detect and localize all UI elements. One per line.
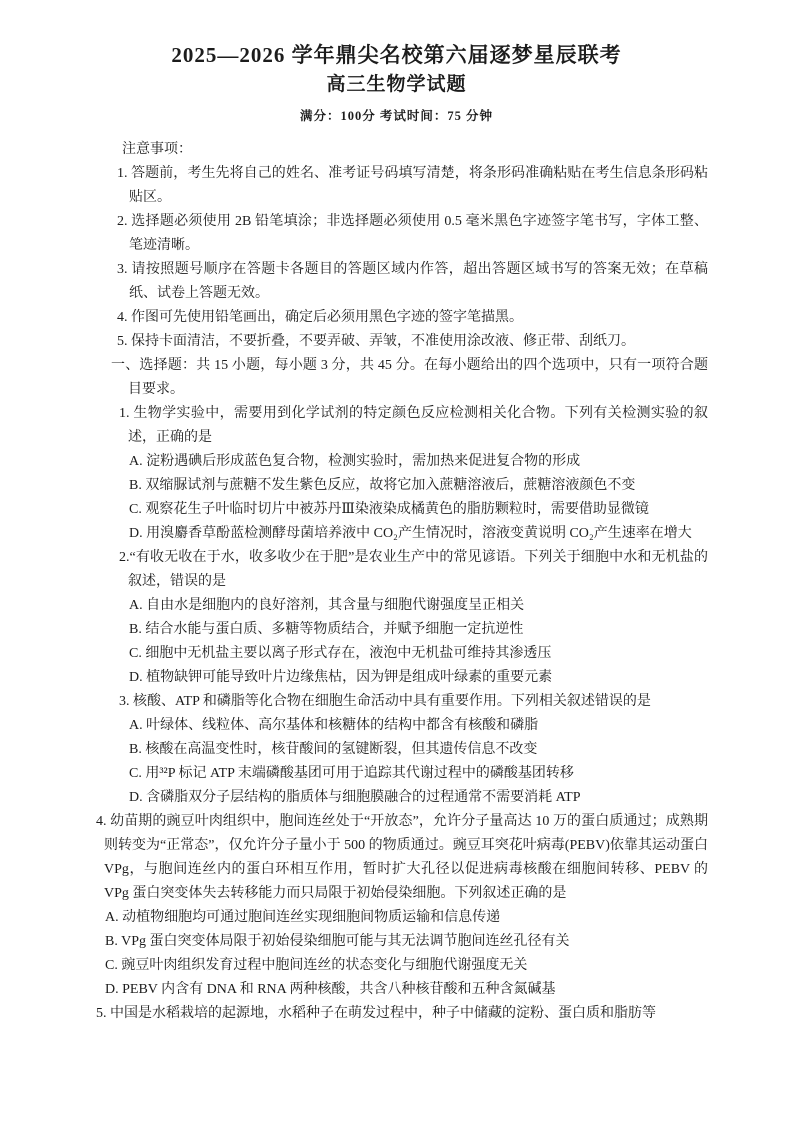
question-1-option-c: C. 观察花生子叶临时切片中被苏丹Ⅲ染液染成橘黄色的脂肪颗粒时，需要借助显微镜 (129, 502, 649, 517)
question-3-option-b: B. 核酸在高温变性时，核苷酸间的氢键断裂，但其遗传信息不改变 (129, 742, 538, 757)
question-1-stem: 1. 生物学实验中，需要用到化学试剂的特定颜色反应检测相关化合物。下列有关检测实验的叙述，正确的是 (119, 406, 708, 445)
question-2-option-c: C. 细胞中无机盐主要以离子形式存在，液泡中无机盐可维持其渗透压 (129, 646, 552, 661)
question-2-stem: 2.“有收无收在于水，收多收少在于肥”是农业生产中的常见谚语。下列关于细胞中水和无机盐的叙述，错误的是 (119, 550, 708, 589)
question-3-option-d: D. 含磷脂双分子层结构的脂质体与细胞膜融合的过程通常不需要消耗 ATP (129, 790, 581, 805)
exam-header (0, 0, 793, 124)
question-1 (119, 402, 708, 546)
notice-heading: 注意事项： (122, 142, 192, 157)
question-4-stem: 4. 幼苗期的豌豆叶肉组织中，胞间连丝处于“开放态”，允许分子量高达 10 万的蛋白质通过；成熟期则转变为“正常态”，仅允许分子量小于 500 的物质通过。豌豆耳突花叶病毒(PEBV)依靠其运动蛋白 VPg，与胞间连丝内的蛋白环相互作用，暂时扩大孔径以促进病毒核酸在细胞间转移、PEBV 的 VPg 蛋白突变体失去转移能力而只局限于初始侵染细胞。下列叙述正确的是 (96, 814, 708, 901)
question-5-stem: 5. 中国是水稻栽培的起源地，水稻种子在萌发过程中，种子中储藏的淀粉、蛋白质和脂肪等 (96, 1006, 656, 1021)
question-4-option-d: D. PEBV 内含有 DNA 和 RNA 两种核酸，共含八种核苷酸和五种含氮碱基 (105, 982, 556, 997)
notice-item-5: 5. 保持卡面清洁，不要折叠，不要弄破、弄皱，不准使用涂改液、修正带、刮纸刀。 (117, 334, 635, 349)
question-3 (119, 690, 708, 810)
question-5 (96, 1002, 708, 1026)
question-4-option-b: B. VPg 蛋白突变体局限于初始侵染细胞可能与其无法调节胞间连丝孔径有关 (105, 934, 570, 949)
exam-title: 2025—2026 学年鼎尖名校第六届逐梦星辰联考 (171, 43, 622, 67)
question-3-option-c: C. 用³²P 标记 ATP 末端磷酸基团可用于追踪其代谢过程中的磷酸基团转移 (129, 766, 574, 781)
question-2-option-b: B. 结合水能与蛋白质、多糖等物质结合，并赋予细胞一定抗逆性 (129, 622, 524, 637)
question-4-option-a: A. 动植物细胞均可通过胞间连丝实现细胞间物质运输和信息传递 (105, 910, 501, 925)
question-1-option-a: A. 淀粉遇碘后形成蓝色复合物，检测实验时，需加热来促进复合物的形成 (129, 454, 581, 469)
exam-subtitle: 高三生物学试题 (326, 74, 467, 95)
notice-item-1: 1. 答题前，考生先将自己的姓名、准考证号码填写清楚，将条形码准确粘贴在考生信息条形码粘贴区。 (117, 166, 708, 205)
question-1-option-d: D. 用溴麝香草酚蓝检测酵母菌培养液中 CO₂产生情况时，溶液变黄说明 CO₂产生速率在增大 (129, 526, 692, 541)
question-3-stem: 3. 核酸、ATP 和磷脂等化合物在细胞生命活动中具有重要作用。下列相关叙述错误的是 (119, 694, 651, 709)
question-1-option-b: B. 双缩脲试剂与蔗糖不发生紫色反应，故将它加入蔗糖溶液后，蔗糖溶液颜色不变 (129, 478, 636, 493)
notice-item-4: 4. 作图可先使用铅笔画出，确定后必须用黑色字迹的签字笔描黑。 (117, 310, 523, 325)
question-4-option-c: C. 豌豆叶肉组织发育过程中胞间连丝的状态变化与细胞代谢强度无关 (105, 958, 528, 973)
question-2-option-d: D. 植物缺钾可能导致叶片边缘焦枯，因为钾是组成叶绿素的重要元素 (129, 670, 553, 685)
question-2 (119, 546, 708, 690)
section-heading-choice: 一、选择题：共 15 小题，每小题 3 分，共 45 分。在每小题给出的四个选项中，只有一项符合题目要求。 (111, 358, 708, 397)
question-3-option-a: A. 叶绿体、线粒体、高尔基体和核糖体的结构中都含有核酸和磷脂 (129, 718, 539, 733)
question-2-option-a: A. 自由水是细胞内的良好溶剂，其含量与细胞代谢强度呈正相关 (129, 598, 525, 613)
exam-meta: 满分：100分 考试时间：75 分钟 (299, 109, 493, 123)
notice-item-2: 2. 选择题必须使用 2B 铅笔填涂；非选择题必须使用 0.5 毫米黑色字迹签字笔书写，字体工整、笔迹清晰。 (117, 214, 708, 253)
question-4 (96, 810, 708, 1002)
exam-body (0, 138, 793, 1026)
notice-item-3: 3. 请按照题号顺序在答题卡各题目的答题区域内作答，超出答题区域书写的答案无效；在草稿纸、试卷上答题无效。 (117, 262, 708, 301)
